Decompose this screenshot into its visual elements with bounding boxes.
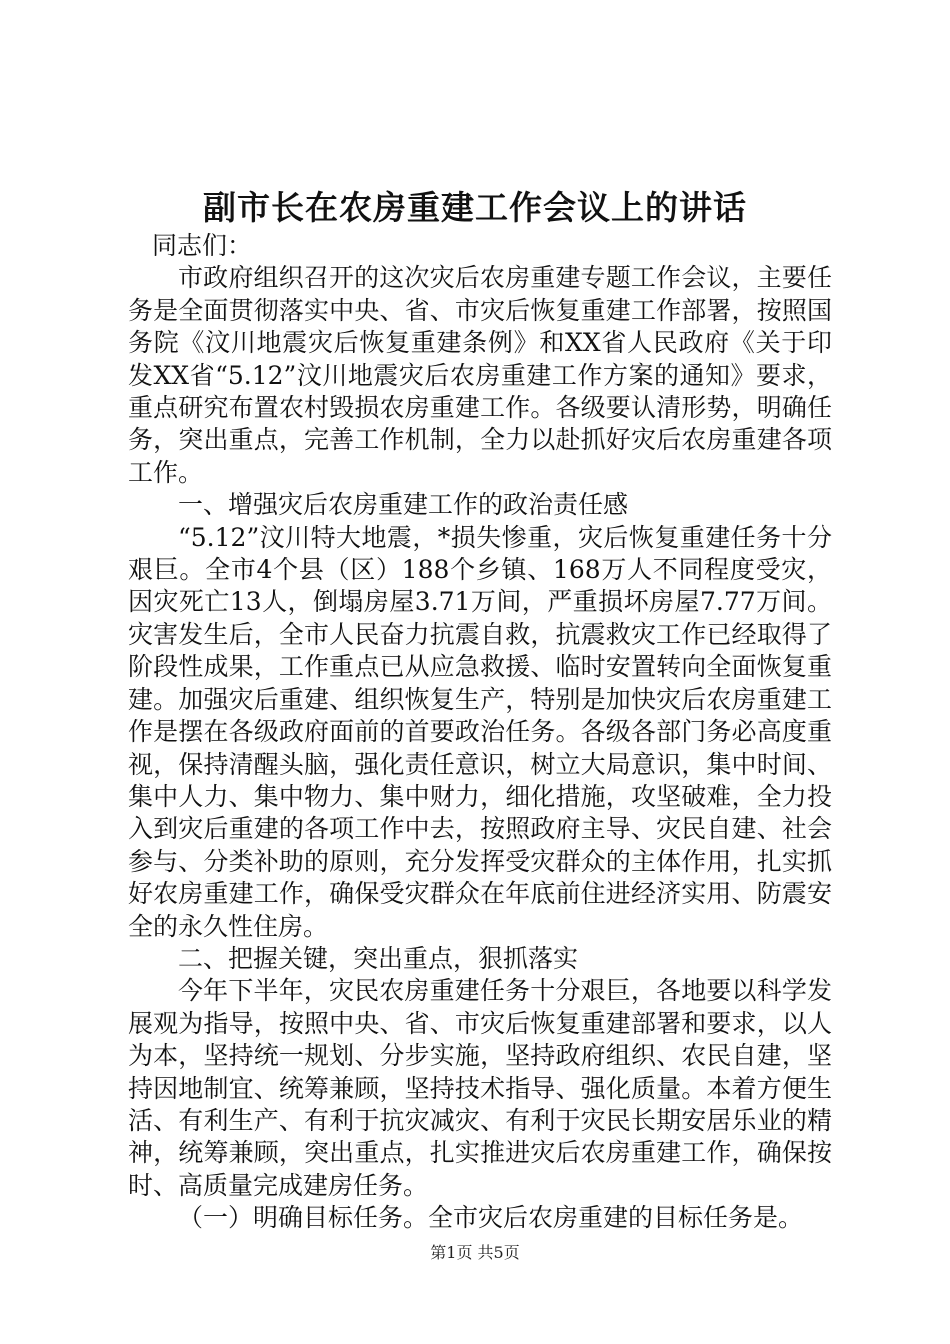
section-heading-1: 一、增强灾后农房重建工作的政治责任感	[178, 490, 629, 520]
subsection-heading-1: （一）明确目标任务。全市灾后农房重建的目标任务是。	[178, 1203, 804, 1233]
salutation: 同志们：	[152, 231, 253, 260]
paragraph-section-1: “5.12”汶川特大地震，*损失惨重，灾后恢复重建任务十分艰巨。全市4个县（区）188个乡镇、168万人不同程度受灾，因灾死亡13人，倒塌房屋3.71万间，严重损坏房屋7.77万间。灾害发生后，全市人民奋力抗震自救，抗震救灾工作已经取得了阶段性成果，工作重点已从应急救援、临时安置转向全面恢复重建。加强灾后重建、组织恢复生产，特别是加快灾后农房重建工作是摆在各级政府面前的首要政治任务。各级各部门务必高度重视，保持清醒头脑，强化责任意识，树立大局意识，集中时间、集中人力、集中物力、集中财力，细化措施，攻坚破难，全力投入到灾后重建的各项工作中去，按照政府主导、灾民自建、社会参与、分类补助的原则，充分发挥受灾群众的主体作用，扎实抓好农房重建工作，确保受灾群众在年底前住进经济实用、防震安全的永久性住房。	[128, 522, 832, 941]
paragraph-section-2: 今年下半年，灾民农房重建任务十分艰巨，各地要以科学发展观为指导，按照中央、省、市灾后恢复重建部署和要求，以人为本，坚持统一规划、分步实施，坚持政府组织、农民自建，坚持因地制宜、统筹兼顾，坚持技术指导、强化质量。本着方便生活、有利生产、有利于抗灾减灾、有利于灾民长期安居乐业的精神，统筹兼顾，突出重点，扎实推进灾后农房重建工作，确保按时、高质量完成建房任务。	[128, 976, 832, 1200]
section-heading-2: 二、把握关键，突出重点，狠抓落实	[178, 943, 579, 973]
page-footer: 第1页 共5页	[430, 1243, 520, 1262]
document-body	[128, 230, 832, 1235]
paragraph-intro: 市政府组织召开的这次灾后农房重建专题工作会议，主要任务是全面贯彻落实中央、省、市灾后恢复重建工作部署，按照国务院《汶川地震灾后恢复重建条例》和XX省人民政府《关于印发XX省“5.12”汶川地震灾后农房重建工作方案的通知》要求，重点研究布置农村毁损农房重建工作。各级要认清形势，明确任务，突出重点，完善工作机制，全力以赴抓好灾后农房重建各项工作。	[128, 263, 832, 487]
document-title: 副市长在农房重建工作会议上的讲话	[203, 188, 747, 227]
